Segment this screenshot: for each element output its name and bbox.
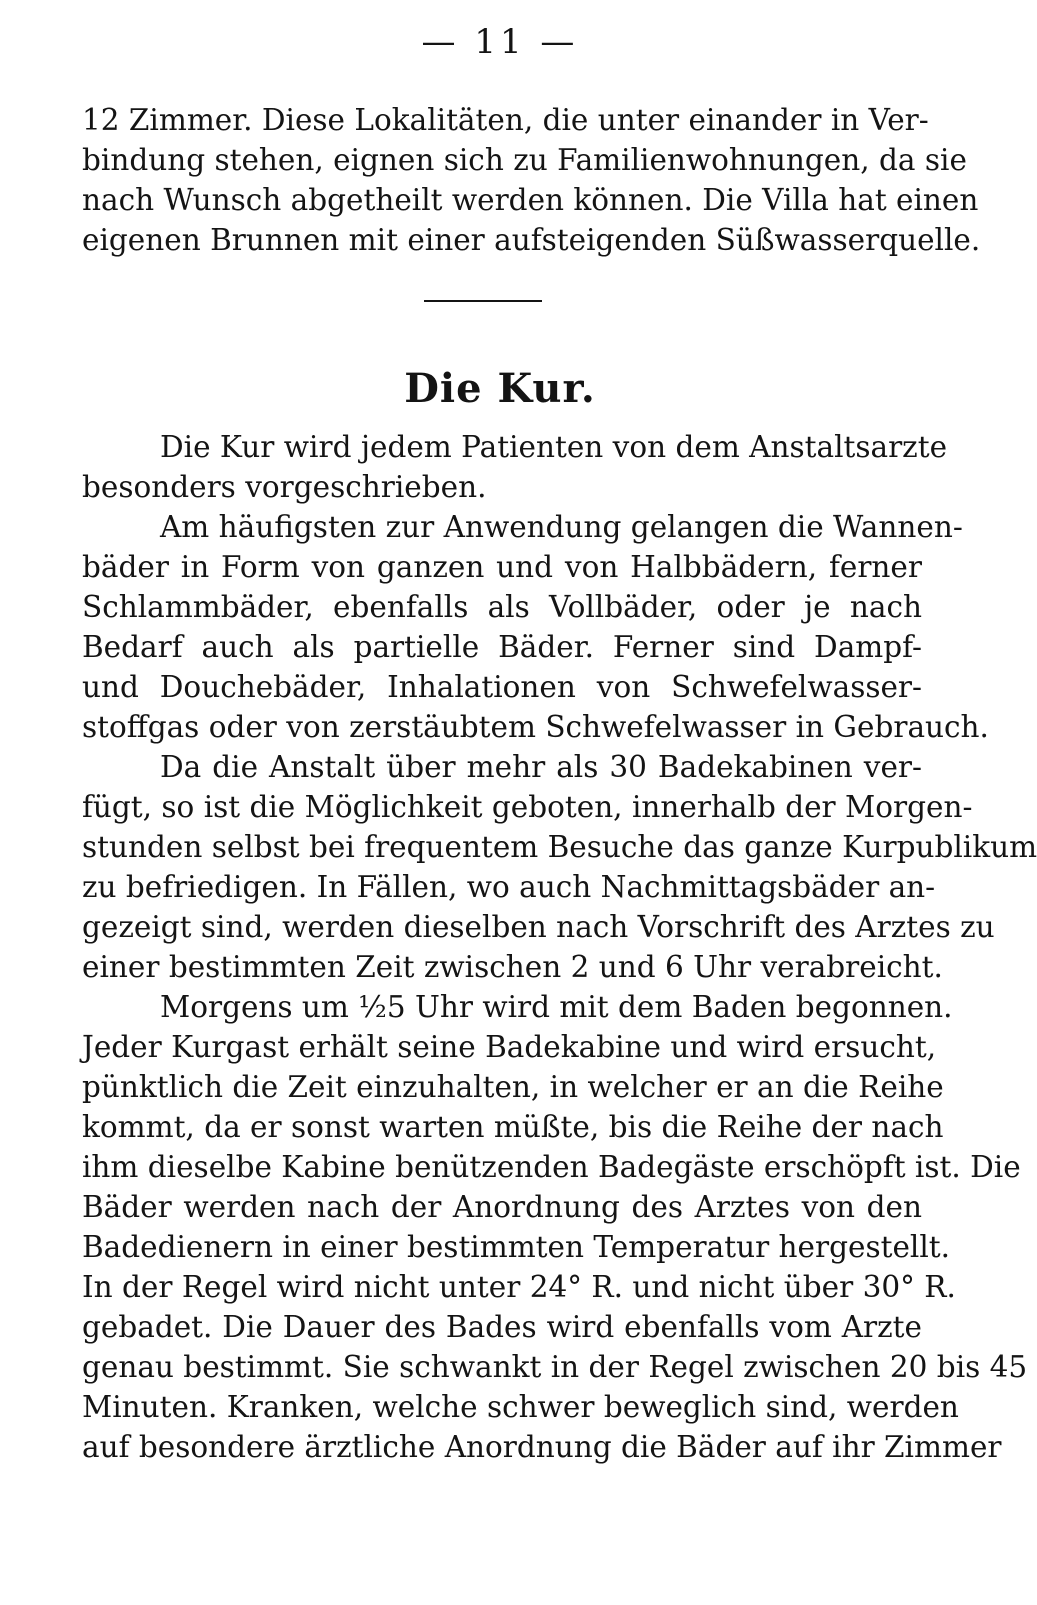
- text-line: eigenen Brunnen mit einer aufsteigenden Süßwasserquelle.: [82, 223, 981, 257]
- text-line: Badedienern in einer bestimmten Temperatur hergestellt.: [82, 1230, 951, 1264]
- section-body: [82, 427, 1037, 1467]
- text-line: zu befriedigen. In Fällen, wo auch Nachmittagsbäder an-: [82, 870, 936, 904]
- text-line: genau bestimmt. Sie schwankt in der Regel zwischen 20 bis 45: [82, 1350, 1028, 1384]
- text-line: In der Regel wird nicht unter 24° R. und nicht über 30° R.: [82, 1270, 956, 1304]
- intro-paragraph: [82, 100, 981, 260]
- paragraph-first-line: Am häufigsten zur Anwendung gelangen die Wannen-: [160, 510, 963, 544]
- text-line: besonders vorgeschrieben.: [82, 470, 487, 504]
- section-heading: Die Kur.: [404, 365, 596, 412]
- paragraph-first-line: Morgens um ½5 Uhr wird mit dem Baden begonnen.: [160, 990, 953, 1024]
- text-line: gebadet. Die Dauer des Bades wird ebenfalls vom Arzte: [82, 1310, 922, 1344]
- text-line: kommt, da er sonst warten müßte, bis die Reihe der nach: [82, 1110, 944, 1144]
- text-line: gezeigt sind, werden dieselben nach Vorschrift des Arztes zu: [82, 910, 995, 944]
- text-line: bäder in Form von ganzen und von Halbbädern, ferner: [82, 550, 922, 584]
- text-line: 12 Zimmer. Diese Lokalitäten, die unter einander in Ver-: [82, 103, 929, 137]
- text-line: stunden selbst bei frequentem Besuche das ganze Kurpublikum: [82, 830, 1037, 864]
- page-number: — 11 —: [421, 22, 579, 62]
- paragraph-first-line: Da die Anstalt über mehr als 30 Badekabinen ver-: [160, 750, 922, 784]
- text-line: Schlammbäder, ebenfalls als Vollbäder, oder je nach: [82, 590, 922, 624]
- text-line: und Douchebäder, Inhalationen von Schwefelwasser-: [82, 670, 922, 704]
- text-line: Bedarf auch als partielle Bäder. Ferner sind Dampf-: [82, 630, 922, 664]
- paragraph-first-line: Die Kur wird jedem Patienten von dem Anstaltsarzte: [160, 430, 948, 464]
- text-line: Minuten. Kranken, welche schwer beweglich sind, werden: [82, 1390, 959, 1424]
- text-line: Jeder Kurgast erhält seine Badekabine und wird ersucht,: [82, 1030, 937, 1064]
- text-line: ihm dieselbe Kabine benützenden Badegäste erschöpft ist. Die: [82, 1150, 1021, 1184]
- text-line: Bäder werden nach der Anordnung des Arztes von den: [82, 1190, 922, 1224]
- text-line: bindung stehen, eignen sich zu Familienwohnungen, da sie: [82, 143, 967, 177]
- text-line: stoffgas oder von zerstäubtem Schwefelwasser in Gebrauch.: [82, 710, 989, 744]
- text-line: pünktlich die Zeit einzuhalten, in welcher er an die Reihe: [82, 1070, 944, 1104]
- text-line: nach Wunsch abgetheilt werden können. Die Villa hat einen: [82, 183, 979, 217]
- text-line: einer bestimmten Zeit zwischen 2 und 6 Uhr verabreicht.: [82, 950, 943, 984]
- text-line: fügt, so ist die Möglichkeit geboten, innerhalb der Morgen-: [82, 790, 973, 824]
- text-line: auf besondere ärztliche Anordnung die Bäder auf ihr Zimmer: [82, 1430, 1002, 1464]
- section-divider: [424, 300, 542, 302]
